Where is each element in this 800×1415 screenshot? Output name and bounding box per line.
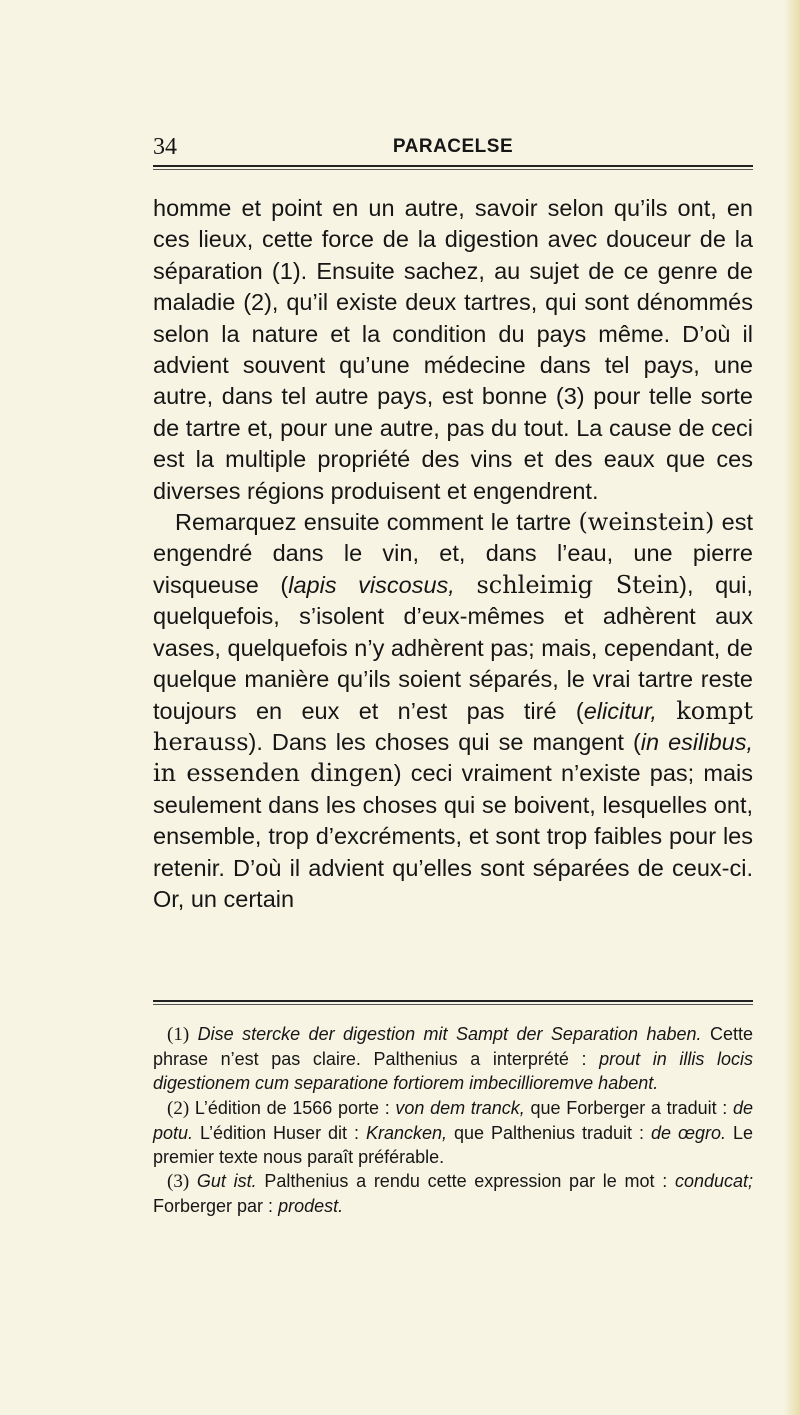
footnote-1 [153, 1022, 753, 1096]
footnote-2-text-e: Le premier texte nous paraît préférable. [153, 1122, 753, 1168]
page-edge [784, 0, 800, 1415]
footnote-2-quote-a: von dem tranck, [395, 1097, 525, 1118]
german-term-weinstein: (weinstein) [578, 508, 715, 537]
paragraph-1 [153, 193, 753, 507]
footnote-2-quote-b: de potu. [153, 1097, 754, 1143]
footnote-3-quote-b: conducat; [674, 1171, 753, 1192]
footnote-3-text-b: Forberger par : [153, 1196, 279, 1217]
page-header [153, 132, 753, 162]
german-term-in-essenden-dingen: in essenden dingen [153, 759, 394, 788]
paragraph-2-space-a [455, 572, 477, 598]
footnote-1-text: Cette phrase n’est pas claire. Palthenius a interprété : [153, 1024, 753, 1070]
footnote-3-text-a: Palthenius a rendu cette expression par le mot : [256, 1171, 675, 1192]
footnote-1-latin-quote: prout in illis locis digestionem cum separatione fortiorem imbecillioremve habent. [153, 1049, 754, 1094]
footnote-rule [153, 1000, 753, 1002]
footnote-2-quote-d: de œgro. [651, 1122, 726, 1143]
footnote-2-text-d: que Palthenius traduit : [447, 1122, 651, 1143]
footnote-3-quote-a: Gut ist. [196, 1171, 257, 1192]
page-number: 34 [153, 134, 177, 160]
latin-term-in-esilibus: in esilibus, [640, 728, 753, 755]
german-term-kompt-herauss: kompt herauss [153, 696, 753, 756]
paragraph-1-text: homme et point en un autre, savoir selon qu’ils ont, en ces lieux, cette force de la digestion avec douceur de la séparation (1). Ensuite sachez, au sujet de ce genre de maladie (2), qu’il existe deux tartres, qui sont dénommés selon la nature et la condition du pays même. D’où il advient souvent qu’une médecine dans tel pays, une autre, dans tel autre pays, est bonne (3) pour telle sorte de tartre et, pour une autre, pas du tout. La cause de ceci est la multiple propriété des vins et des eaux que ces diverses régions produisent et engendrent. [153, 195, 753, 504]
footnote-2-text-a: L’édition de 1566 porte : [194, 1097, 396, 1118]
paragraph-2-text-e: ) ceci vraiment n’existe pas; mais seulement dans les choses qui se boivent, lesquelles ont, ensemble, trop d’excréments, et sont trop faibles pour les retenir. D’où il advient qu’elles sont séparées de ceux-ci. Or, un certain [153, 760, 753, 912]
footnote-1-german-quote: Dise stercke der digestion mit Sampt der Separation haben. [197, 1024, 702, 1044]
paragraph-2-text-a: Remarquez ensuite comment le tartre [175, 509, 579, 536]
running-title: PARACELSE [392, 136, 514, 157]
footnote-2-number: (2) [167, 1097, 190, 1119]
footnote-3-quote-c: prodest. [278, 1196, 344, 1217]
latin-term-elicitur: elicitur, [583, 697, 657, 724]
footnote-3 [153, 1169, 753, 1218]
footnote-2 [153, 1096, 753, 1170]
paragraph-2-text-b: est engendré dans le vin, et, dans l’eau, une pierre visqueuse ( [153, 509, 753, 598]
paragraph-2 [153, 507, 753, 915]
footnotes [153, 1022, 753, 1219]
paragraph-2-text-c: ), qui, quelquefois, s’isolent d’eux-mêmes et adhèrent aux vases, quelquefois n’y adhèrent pas; mais, cependant, de quelque manière qu’ils soient séparés, le vrai tartre reste toujours en eux et n’est pas tiré ( [153, 571, 753, 724]
footnote-2-text-b: que Forberger a traduit : [524, 1097, 733, 1118]
footnote-3-number: (3) [167, 1171, 190, 1193]
german-term-schleimig-stein: schleimig Stein [476, 570, 680, 599]
header-rule [153, 165, 753, 167]
footnote-1-number: (1) [167, 1024, 190, 1045]
paragraph-2-text-d: ). Dans les choses qui se mangent ( [248, 728, 641, 755]
footnote-2-text-c: L’édition Huser dit : [193, 1122, 366, 1143]
main-text [153, 193, 753, 915]
paragraph-2-space-b [657, 698, 676, 724]
latin-term-lapis-viscosus: lapis viscosus, [288, 571, 455, 598]
footnote-2-quote-c: Krancken, [365, 1122, 448, 1143]
